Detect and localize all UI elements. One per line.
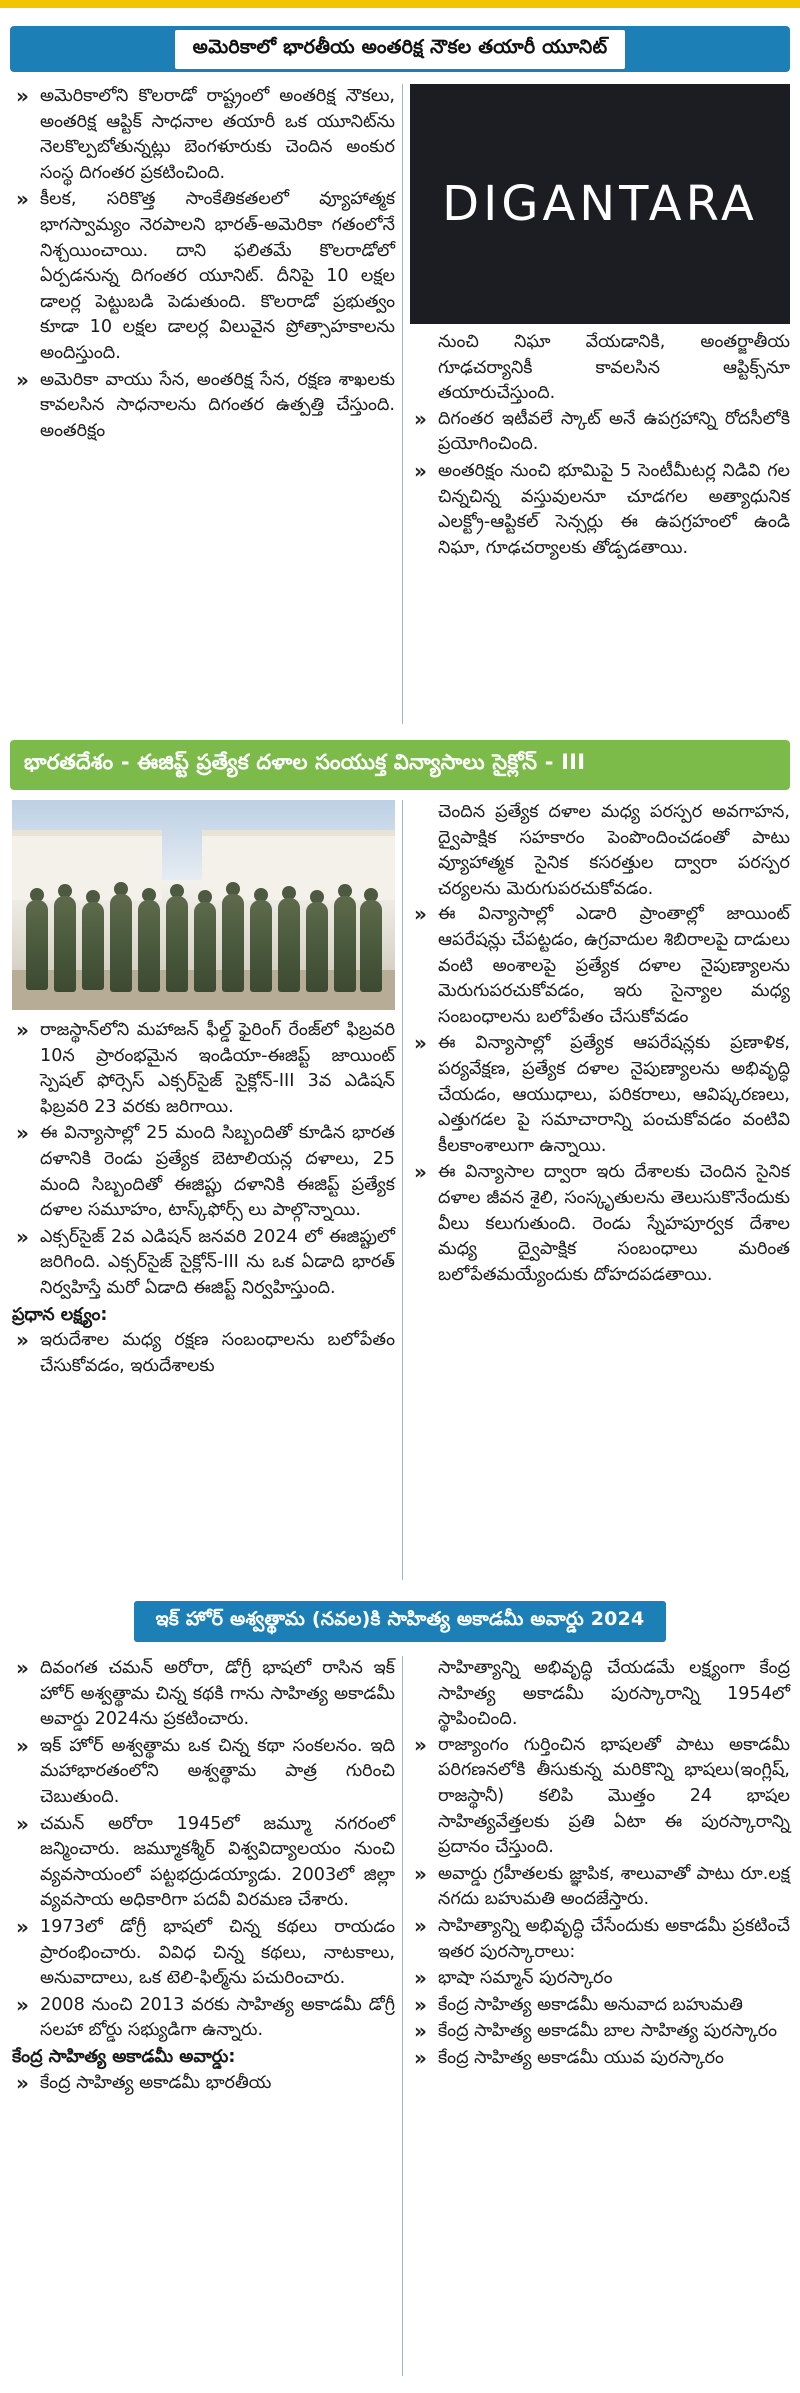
section2-right-item: » ఈ విన్యాసాల్లో ప్రత్యేక ఆపరేషన్లకు ప్రణాళిక, పర్యవేక్షణ, ప్రత్యేక దళాల నైపుణ్యాలను అభివృద్ధి చేయడం, ఆయుధాలు, పరికరాలు, ఆవిష్కరణలు, ఎత్తుగడల పై సమాచారాన్ని పంచుకోవడం వంటివి కీలకాంశాలుగా ఉన్నాయి.	[410, 1031, 790, 1159]
logo-wordmark: DIGANTARA	[442, 176, 758, 232]
section2-banner	[10, 740, 790, 790]
section1-right-item: » అంతరిక్షం నుంచి భూమిపై 5 సెంటీమీటర్ల నిడివి గల చిన్నచిన్న వస్తువులనూ చూడగల అత్యాధునిక ఎలక్ట్రో-ఆప్టికల్ సెన్సర్లు ఈ ఉపగ్రహంలో ఉండి నిఘా, గూఢచర్యాలకు తోడ్పడతాయి.	[410, 459, 790, 561]
section2-column-divider	[402, 800, 403, 1580]
section1-left-item: » అమెరికాలోని కొలరాడో రాష్ట్రంలో అంతరిక్ష నౌకలు, అంతరిక్ష ఆప్టిక్ సాధనాల తయారీ ఒక యూనిట్‌ను నెలకొల్పబోతున్నట్లు బెంగళూరుకు చెందిన అంకుర సంస్థ దిగంతర ప్రకటించింది.	[12, 84, 395, 186]
section1-right-column	[410, 84, 790, 562]
section2-left-column	[12, 800, 395, 1380]
section1-column-divider	[402, 84, 403, 724]
section1-left-item: » కీలక, సరికొత్త సాంకేతికతలలో వ్యూహాత్మక భాగస్వామ్యం నెరపాలని భారత్-అమెరికా గతంలోనే నిశ్చయించాయి. దాని ఫలితమే కొలరాడోలో ఏర్పడనున్న దిగంతర యూనిట్. దీనిపై 10 లక్షల డాలర్ల పెట్టుబడి పెడుతుంది. కొలరాడో ప్రభుత్వం కూడా 10 లక్షల డాలర్ల విలువైన ప్రోత్సాహకాలను అందిస్తుంది.	[12, 187, 395, 366]
section1-right-continuation: నుంచి నిఘా వేయడానికి, అంతర్జాతీయ గూఢచర్యానికీ కావలసిన ఆప్టిక్స్‌నూ తయారుచేస్తుంది.	[438, 332, 790, 404]
section1-left-column	[12, 84, 395, 445]
section3-column-divider	[402, 1656, 403, 2376]
section3-award-heading: కేంద్ర సాహిత్య అకాడమీ అవార్డు:	[12, 2046, 236, 2067]
section2-title: భారతదేశం - ఈజిప్ట్ ప్రత్యేక దళాల సంయుక్త విన్యాసాలు సైక్లోన్ - III	[24, 750, 586, 774]
section2-left-item: » రాజస్థాన్‌లోని మహాజన్ ఫీల్డ్ ఫైరింగ్ రేంజ్‌లో ఫిబ్రవరి 10న ప్రారంభమైన ఇండియా-ఈజిప్ట్ జాయింట్ స్పెషల్ ఫోర్సెస్ ఎక్సర్‌సైజ్ సైక్లోన్-III 3వ ఎడిషన్ ఫిబ్రవరి 23 వరకు జరిగాయి.	[12, 1018, 395, 1120]
section3-left-item: » చమన్ అరోరా 1945లో జమ్మూ నగరంలో జన్మించారు. జమ్మూకశ్మీర్ విశ్వవిద్యాలయం నుంచి వ్యవసాయంలో పట్టభద్రుడయ్యాడు. 2003లో జిల్లా వ్యవసాయ అధికారిగా పదవీ విరమణ చేశారు.	[12, 1812, 395, 1914]
section2-aim-heading: ప్రధాన లక్ష్యం:	[12, 1304, 108, 1325]
section3-right-continuation: సాహిత్యాన్ని అభివృద్ధి చేయడమే లక్ష్యంగా కేంద్ర సాహిత్య అకాడమీ పురస్కారాన్ని 1954లో స్థాపించింది.	[438, 1658, 790, 1730]
soldiers-group-photo	[12, 800, 395, 1010]
section3-award-item: » కేంద్ర సాహిత్య అకాడమీ భారతీయ	[12, 2071, 395, 2097]
section3-right-item: » కేంద్ర సాహిత్య అకాడమీ బాల సాహిత్య పురస్కారం	[410, 2019, 790, 2045]
section2-aim-item: » ఇరుదేశాల మధ్య రక్షణ సంబంధాలను బలోపేతం చేసుకోవడం, ఇరుదేశాలకు	[12, 1328, 395, 1379]
section3-left-item: » దివంగత చమన్ అరోరా, డోగ్రీ భాషలో రాసిన ఇక్ హోర్ అశ్వత్థామ చిన్న కథకి గాను సాహిత్య అకాడమీ అవార్డు 2024ను ప్రకటించారు.	[12, 1656, 395, 1733]
section3-right-item: » రాజ్యాంగం గుర్తించిన భాషలతో పాటు అకాడమీ పరిగణనలోకి తీసుకున్న మరికొన్ని భాషలు(ఇంగ్లిష్, రాజస్థానీ) కలిపి మొత్తం 24 భాషల సాహిత్యవేత్తలకు ప్రతి ఏటా ఈ పురస్కారాన్ని ప్రదానం చేస్తుంది.	[410, 1733, 790, 1861]
section2-right-item: » ఈ విన్యాసాల్లో ఎడారి ప్రాంతాల్లో జాయింట్ ఆపరేషన్లు చేపట్టడం, ఉగ్రవాదుల శిబిరాలపై దాడులు వంటి అంశాలపై ప్రత్యేక దళాల నైపుణ్యాలను మెరుగుపరచుకోవడం, ఇరు సైన్యాల మధ్య సంబంధాలను బలోపేతం చేసుకోవడం	[410, 902, 790, 1030]
section3-left-item: » 2008 నుంచి 2013 వరకు సాహిత్య అకాడమీ డోగ్రీ సలహా బోర్డు సభ్యుడిగా ఉన్నారు.	[12, 1993, 395, 2044]
section3-title: ఇక్ హోర్ అశ్వత్థామ (నవల)కి సాహిత్య అకాడమీ అవార్డు 2024	[155, 1607, 645, 1630]
section3-right-item: » సాహిత్యాన్ని అభివృద్ధి చేసేందుకు అకాడమీ ప్రకటించే ఇతర పురస్కారాలు:	[410, 1914, 790, 1965]
section1-title-box	[175, 30, 626, 69]
section3-left-column	[12, 1656, 395, 2097]
section3-left-item: » ఇక్ హోర్ అశ్వత్థామ ఒక చిన్న కథా సంకలనం. ఇది మహాభారతంలోని అశ్వత్థామ పాత్ర గురించి చెబుతుంది.	[12, 1734, 395, 1811]
section2-right-item: » ఈ విన్యాసాల ద్వారా ఇరు దేశాలకు చెందిన సైనిక దళాల జీవన శైలి, సంస్కృతులను తెలుసుకొనేందుకు వీలు కలుగుతుంది. రెండు స్నేహపూర్వక దేశాల మధ్య ద్వైపాక్షిక సంబంధాలు మరింత బలోపేతమయ్యేందుకు దోహదపడతాయి.	[410, 1160, 790, 1288]
top-color-strip	[0, 0, 800, 8]
section3-right-item: » కేంద్ర సాహిత్య అకాడమీ అనువాద బహుమతి	[410, 1993, 790, 2019]
section3-title-box	[134, 1601, 667, 1642]
section2-right-continuation: చెందిన ప్రత్యేక దళాల మధ్య పరస్పర అవగాహన, ద్వైపాక్షిక సహకారం పెంపొందించడంతో పాటు వ్యూహాత్మక సైనిక కసరత్తుల ద్వారా పరస్పర చర్యలను మెరుగుపరచుకోవడం.	[438, 802, 790, 899]
section1-left-item: » అమెరికా వాయు సేన, అంతరిక్ష సేన, రక్షణ శాఖలకు కావలసిన సాధనాలను దిగంతర ఉత్పత్తి చేస్తుంది. అంతరిక్షం	[12, 368, 395, 445]
section1-title: అమెరికాలో భారతీయ అంతరిక్ష నౌకల తయారీ యూనిట్	[192, 35, 608, 58]
digantara-logo	[410, 84, 790, 324]
section2-left-item: » ఈ విన్యాసాల్లో 25 మంది సిబ్బందితో కూడిన భారత దళానికి రెండు ప్రత్యేక బెటాలియన్ల దళాలు, 25 మంది సిబ్బందితో ఈజిప్టు దళానికి ఈజిప్ట్ ప్రత్యేక దళాల సమూహం, టాస్క్‌ఫోర్స్ లు పాల్గొన్నాయి.	[12, 1121, 395, 1223]
section3-right-item: » భాషా సమ్మాన్ పురస్కారం	[410, 1966, 790, 1992]
section3-right-item: » కేంద్ర సాహిత్య అకాడమీ యువ పురస్కారం	[410, 2046, 790, 2072]
section3-right-column	[410, 1656, 790, 2073]
section3-left-item: » 1973లో డోగ్రీ భాషలో చిన్న కథలు రాయడం ప్రారంభించారు. వివిధ చిన్న కథలు, నాటకాలు, అనువాదాలు, ఒక టెలి-ఫిల్మ్‌ను పచురించారు.	[12, 1915, 395, 1992]
section2-left-item: » ఎక్సర్‌సైజ్ 2వ ఎడిషన్ జనవరి 2024 లో ఈజిప్టులో జరిగింది. ఎక్సర్‌సైజ్ సైక్లోన్-III ను ఒక ఏడాది భారత్ నిర్వహిస్తే మరో ఏడాది ఈజిప్ట్ నిర్వహిస్తుంది.	[12, 1225, 395, 1302]
section2-right-column	[410, 800, 790, 1289]
section3-right-item: » అవార్డు గ్రహీతలకు జ్ఞాపిక, శాలువాతో పాటు రూ.లక్ష నగదు బహుమతి అందజేస్తారు.	[410, 1862, 790, 1913]
section1-right-item: » దిగంతర ఇటీవలే స్కాట్ అనే ఉపగ్రహాన్ని రోదసీలోకి ప్రయోగించింది.	[410, 407, 790, 458]
section3-banner	[10, 1598, 790, 1644]
section1-banner	[10, 26, 790, 72]
